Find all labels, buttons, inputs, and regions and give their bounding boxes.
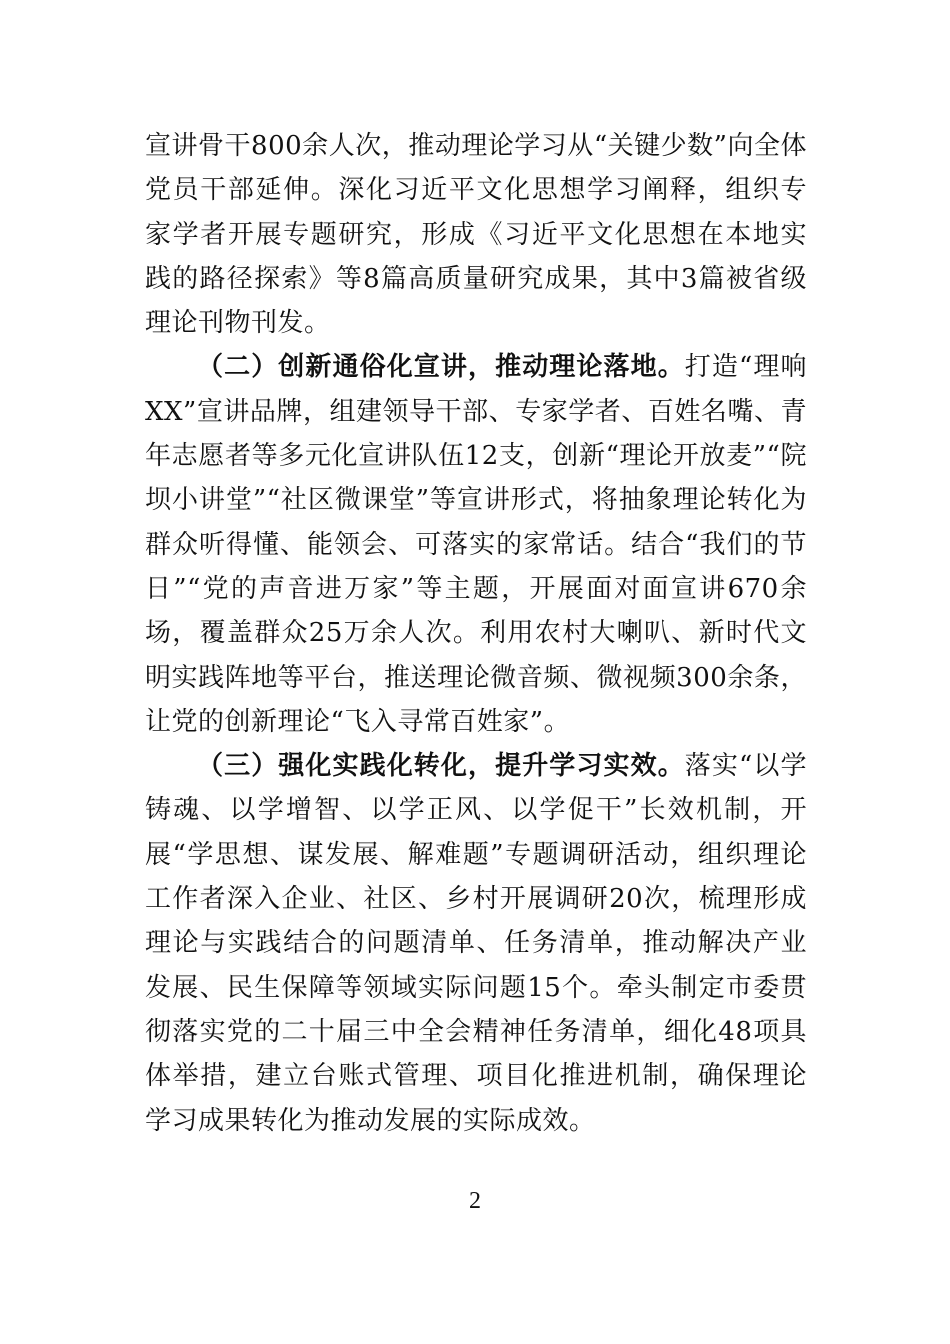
paragraph-text: 打造“理响XX”宣讲品牌，组建领导干部、专家学者、百姓名嘴、青年志愿者等多元化宣讲队伍12支，创新“理论开放麦”“院坝小讲堂”“社区微课堂”等宣讲形式，将抽象理论转化为群众听得懂、能领会、可落实的家常话。结合“我们的节日”“党的声音进万家”等主题，开展面对面宣讲670余场，覆盖群众25万余人次。利用农村大喇叭、新时代文明实践阵地等平台，推送理论微音频、微视频300余条，让党的创新理论“飞入寻常百姓家”。 [145, 352, 807, 737]
section-heading: （三）强化实践化转化，提升学习实效。 [197, 751, 685, 782]
paragraph-text: 宣讲骨干800余人次，推动理论学习从“关键少数”向全体党员干部延伸。深化习近平文化思想学习阐释，组织专家学者开展专题研究，形成《习近平文化思想在本地实践的路径探索》等8篇高质量研究成果，其中3篇被省级理论刊物刊发。 [145, 131, 807, 339]
document-body [145, 124, 807, 1143]
section-heading: （二）创新通俗化宣讲，推动理论落地。 [197, 352, 685, 383]
page-number: 2 [469, 1188, 481, 1214]
paragraph-continuation [145, 124, 807, 345]
paragraph-text: 落实“以学铸魂、以学增智、以学正风、以学促干”长效机制，开展“学思想、谋发展、解难题”专题调研活动，组织理论工作者深入企业、社区、乡村开展调研20次，梳理形成理论与实践结合的问题清单、任务清单，推动解决产业发展、民生保障等领域实际问题15个。牵头制定市委贯彻落实党的二十届三中全会精神任务清单，细化48项具体举措，建立台账式管理、项目化推进机制，确保理论学习成果转化为推动发展的实际成效。 [145, 751, 807, 1136]
paragraph-section-three [145, 744, 807, 1143]
paragraph-section-two [145, 345, 807, 744]
